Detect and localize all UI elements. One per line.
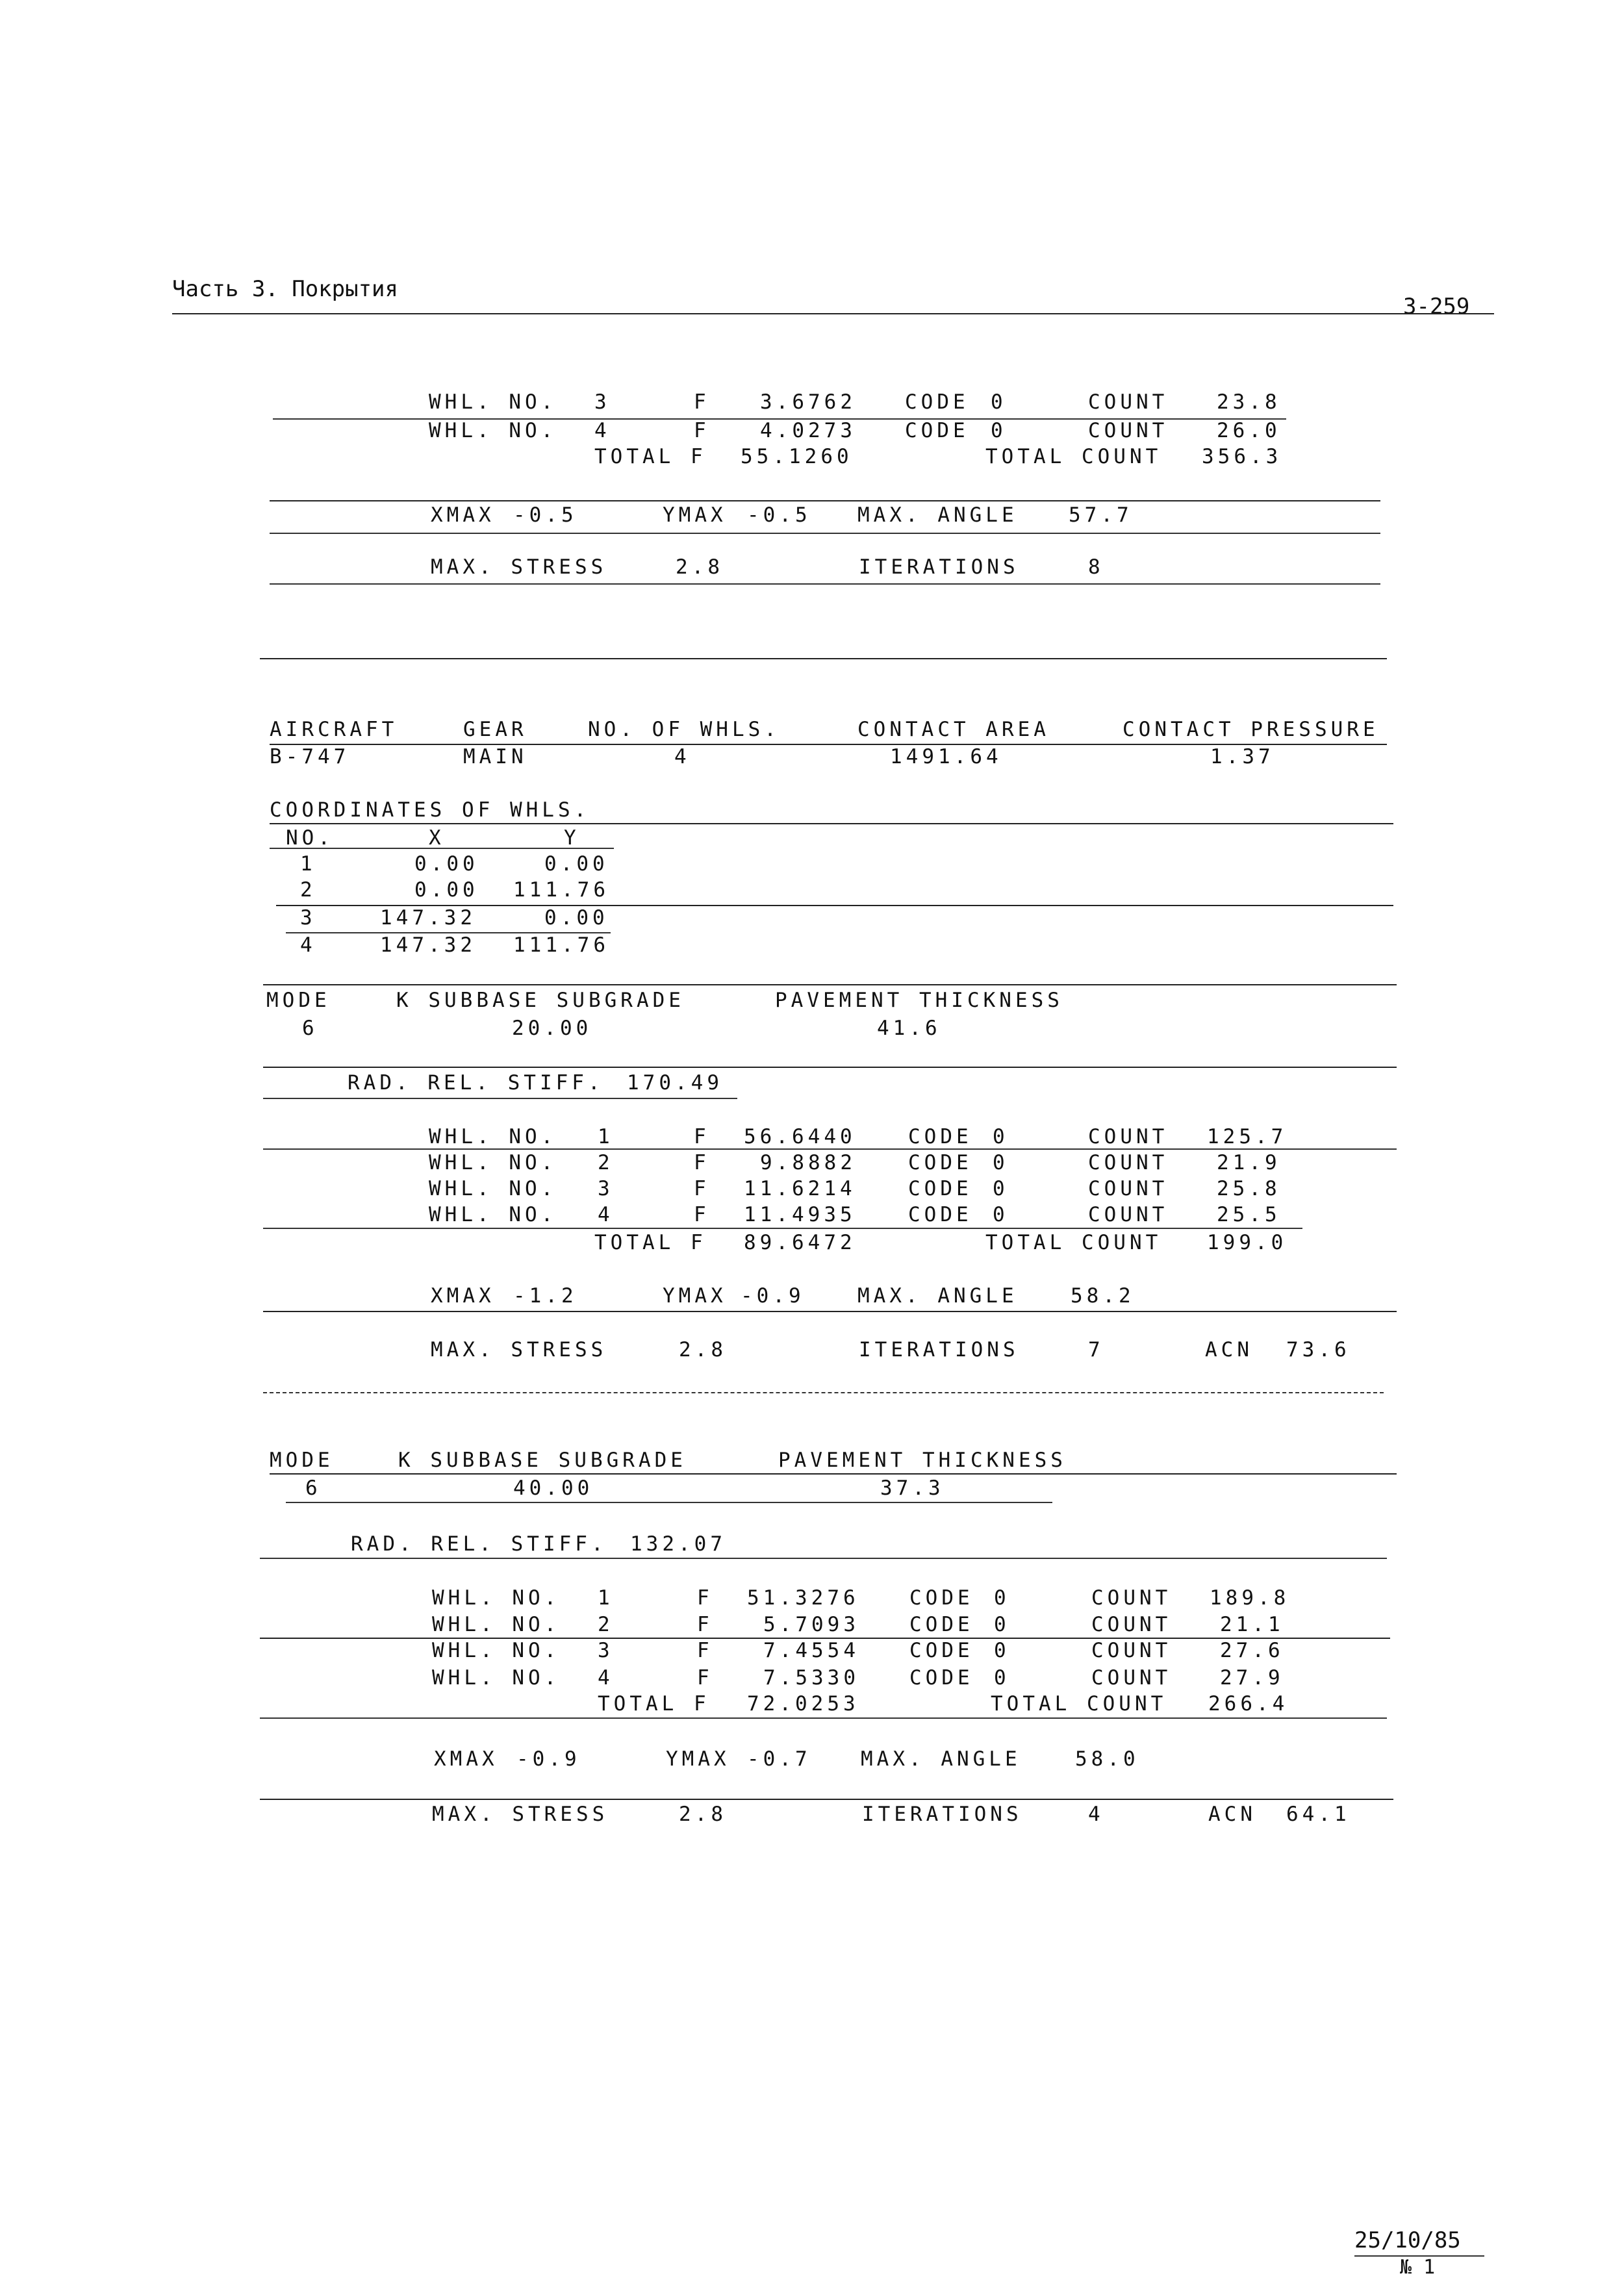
code-value: 0 [991,419,1007,442]
count-label: COUNT [1088,1203,1169,1226]
code-label: CODE [909,1613,974,1636]
whl-no: 1 [598,1125,614,1148]
acn-value: 73.6 [1286,1338,1351,1362]
stress-value: 2.8 [676,555,724,579]
rule [263,1098,737,1099]
rule [270,500,1380,501]
count-value: 26.0 [1217,419,1281,442]
f-value: 7.4554 [763,1639,859,1662]
code-value: 0 [993,1203,1009,1226]
rule [260,1799,1393,1800]
count-label: COUNT [1091,1613,1172,1636]
angle-value: 58.0 [1075,1747,1139,1771]
rule [263,1148,1397,1150]
code-value: 0 [994,1666,1010,1690]
f-value: 7.5330 [763,1666,859,1690]
whl-label: WHL. NO. [429,419,557,442]
stiff-value: 132.07 [630,1532,726,1556]
footer-date: 25/10/85 [1354,2227,1461,2253]
coord-y: 111.76 [513,878,609,902]
iterations-label: ITERATIONS [862,1803,1022,1826]
rule [263,1311,1397,1312]
wheels-header: NO. OF WHLS. [588,718,780,741]
coord-y: 0.00 [544,852,609,876]
coord-y: 0.00 [544,906,609,930]
f-label: F [697,1586,713,1610]
whl-label: WHL. NO. [432,1586,561,1610]
angle-label: MAX. ANGLE [861,1747,1021,1771]
rule [270,583,1380,585]
gear-value: MAIN [463,745,527,768]
f-label: F [694,1151,710,1174]
total-f-label: TOTAL F [594,1231,707,1254]
contact-area-header: CONTACT AREA [857,718,1050,741]
total-count-value: 199.0 [1207,1231,1288,1254]
whl-label: WHL. NO. [429,390,557,414]
f-value: 5.7093 [763,1613,859,1636]
k-value: 20.00 [512,1017,592,1040]
whl-label: WHL. NO. [429,1151,557,1174]
code-label: CODE [908,1125,972,1148]
count-value: 125.7 [1207,1125,1288,1148]
count-value: 25.8 [1217,1177,1281,1200]
f-label: F [694,1177,710,1200]
coordinates-title: COORDINATES OF WHLS. [270,798,590,822]
whl-label: WHL. NO. [432,1666,561,1690]
aircraft-value: B-747 [270,745,350,768]
xmax-value: -0.5 [513,503,577,527]
iterations-value: 8 [1088,555,1104,579]
coord-no: 2 [300,878,316,902]
f-value: 11.4935 [744,1203,856,1226]
f-value: 9.8882 [760,1151,856,1174]
count-label: COUNT [1088,419,1169,442]
total-f-value: 72.0253 [747,1692,859,1716]
wheels-value: 4 [674,745,691,768]
mode-header: MODE [270,1449,334,1472]
mode-value: 6 [302,1017,318,1040]
ymax-label: YMAX [666,1747,730,1771]
stress-value: 2.8 [679,1803,727,1826]
code-label: CODE [909,1586,974,1610]
stress-value: 2.8 [679,1338,727,1362]
count-value: 27.6 [1220,1639,1284,1662]
stress-label: MAX. STRESS [431,555,607,579]
footer-sheet: № 1 [1400,2256,1436,2279]
f-value: 4.0273 [760,419,856,442]
code-label: CODE [905,390,969,414]
coord-no: 4 [300,933,316,957]
rule [270,848,614,849]
stress-label: MAX. STRESS [431,1338,607,1362]
ymax-label: YMAX [663,503,727,527]
code-label: CODE [908,1203,972,1226]
acn-value: 64.1 [1286,1803,1351,1826]
total-f-label: TOTAL F [594,445,707,468]
rule [263,984,1397,985]
mode-value: 6 [305,1476,322,1500]
angle-label: MAX. ANGLE [857,503,1018,527]
total-count-value: 356.3 [1202,445,1282,468]
xmax-value: -1.2 [513,1284,577,1308]
coord-x: 0.00 [414,878,479,902]
total-count-value: 266.4 [1208,1692,1289,1716]
xmax-value: -0.9 [516,1747,581,1771]
whl-no: 3 [594,390,611,414]
ymax-value: -0.7 [747,1747,811,1771]
whl-label: WHL. NO. [429,1177,557,1200]
whl-label: WHL. NO. [429,1203,557,1226]
count-label: COUNT [1088,1177,1169,1200]
code-label: CODE [908,1177,972,1200]
count-value: 25.5 [1217,1203,1281,1226]
whl-no: 4 [598,1203,614,1226]
code-value: 0 [993,1151,1009,1174]
count-value: 23.8 [1217,390,1281,414]
code-value: 0 [991,390,1007,414]
count-value: 21.1 [1220,1613,1284,1636]
whl-no: 1 [598,1586,614,1610]
section-rule [260,658,1387,659]
angle-label: MAX. ANGLE [857,1284,1018,1308]
total-count-label: TOTAL COUNT [991,1692,1167,1716]
f-label: F [694,419,710,442]
rule [260,1558,1387,1559]
code-label: CODE [905,419,969,442]
code-value: 0 [994,1613,1010,1636]
code-label: CODE [909,1666,974,1690]
code-label: CODE [909,1639,974,1662]
no-header: NO. [286,826,334,850]
thickness-header: PAVEMENT THICKNESS [778,1449,1067,1472]
count-value: 189.8 [1210,1586,1290,1610]
total-f-label: TOTAL F [598,1692,710,1716]
count-label: COUNT [1091,1586,1172,1610]
total-count-label: TOTAL COUNT [985,1231,1162,1254]
total-f-value: 89.6472 [744,1231,856,1254]
x-header: X [429,826,445,850]
rule [263,1392,1384,1393]
acn-label: ACN [1208,1803,1256,1826]
ymax-value: -0.9 [741,1284,805,1308]
count-label: COUNT [1091,1666,1172,1690]
y-header: Y [564,826,580,850]
iterations-value: 4 [1088,1803,1104,1826]
xmax-label: XMAX [431,1284,495,1308]
thickness-header: PAVEMENT THICKNESS [775,989,1063,1012]
f-label: F [697,1666,713,1690]
xmax-label: XMAX [431,503,495,527]
whl-no: 4 [598,1666,614,1690]
stiff-label: RAD. REL. STIFF. [351,1532,607,1556]
whl-no: 3 [598,1177,614,1200]
count-label: COUNT [1088,1125,1169,1148]
whl-no: 2 [598,1151,614,1174]
whl-label: WHL. NO. [432,1639,561,1662]
whl-label: WHL. NO. [429,1125,557,1148]
ymax-value: -0.5 [747,503,811,527]
whl-label: WHL. NO. [432,1613,561,1636]
coord-no: 1 [300,852,316,876]
code-value: 0 [993,1177,1009,1200]
header-rule [172,313,1494,314]
section-title: Часть 3. Покрытия [172,276,398,302]
ymax-label: YMAX [663,1284,727,1308]
f-value: 56.6440 [744,1125,856,1148]
rule [270,533,1380,534]
rule [270,1473,1397,1475]
code-value: 0 [993,1125,1009,1148]
contact-pressure-value: 1.37 [1210,745,1275,768]
f-label: F [694,390,710,414]
code-value: 0 [994,1586,1010,1610]
acn-label: ACN [1205,1338,1253,1362]
count-label: COUNT [1088,1151,1169,1174]
f-label: F [697,1639,713,1662]
mode-header: MODE [266,989,331,1012]
k-value: 40.00 [513,1476,594,1500]
iterations-label: ITERATIONS [859,555,1019,579]
angle-value: 58.2 [1071,1284,1135,1308]
angle-value: 57.7 [1069,503,1133,527]
whl-no: 4 [594,419,611,442]
coord-x: 147.32 [380,906,476,930]
f-label: F [697,1613,713,1636]
stress-label: MAX. STRESS [432,1803,609,1826]
count-label: COUNT [1088,390,1169,414]
whl-no: 2 [598,1613,614,1636]
thickness-value: 37.3 [880,1476,945,1500]
page-number: 3-259 [1403,294,1470,320]
code-label: CODE [908,1151,972,1174]
rule [286,1502,1052,1503]
k-header: K SUBBASE SUBGRADE [396,989,685,1012]
aircraft-header: AIRCRAFT [270,718,398,741]
coord-no: 3 [300,906,316,930]
xmax-label: XMAX [434,1747,498,1771]
k-header: K SUBBASE SUBGRADE [398,1449,687,1472]
f-value: 11.6214 [744,1177,856,1200]
stiff-label: RAD. REL. STIFF. [348,1071,604,1095]
coord-y: 111.76 [513,933,609,957]
gear-header: GEAR [463,718,527,741]
f-value: 51.3276 [747,1586,859,1610]
whl-no: 3 [598,1639,614,1662]
rule [260,1717,1387,1719]
stiff-value: 170.49 [627,1071,723,1095]
count-value: 27.9 [1220,1666,1284,1690]
count-label: COUNT [1091,1639,1172,1662]
iterations-label: ITERATIONS [859,1338,1019,1362]
code-value: 0 [994,1639,1010,1662]
total-f-value: 55.1260 [741,445,853,468]
rule [263,1067,1397,1068]
contact-area-value: 1491.64 [890,745,1002,768]
coord-x: 147.32 [380,933,476,957]
coord-x: 0.00 [414,852,479,876]
f-label: F [694,1203,710,1226]
count-value: 21.9 [1217,1151,1281,1174]
f-value: 3.6762 [760,390,856,414]
thickness-value: 41.6 [877,1017,941,1040]
rule [270,823,1393,824]
contact-pressure-header: CONTACT PRESSURE [1123,718,1379,741]
iterations-value: 7 [1088,1338,1104,1362]
f-label: F [694,1125,710,1148]
total-count-label: TOTAL COUNT [985,445,1162,468]
rule [263,1228,1302,1229]
